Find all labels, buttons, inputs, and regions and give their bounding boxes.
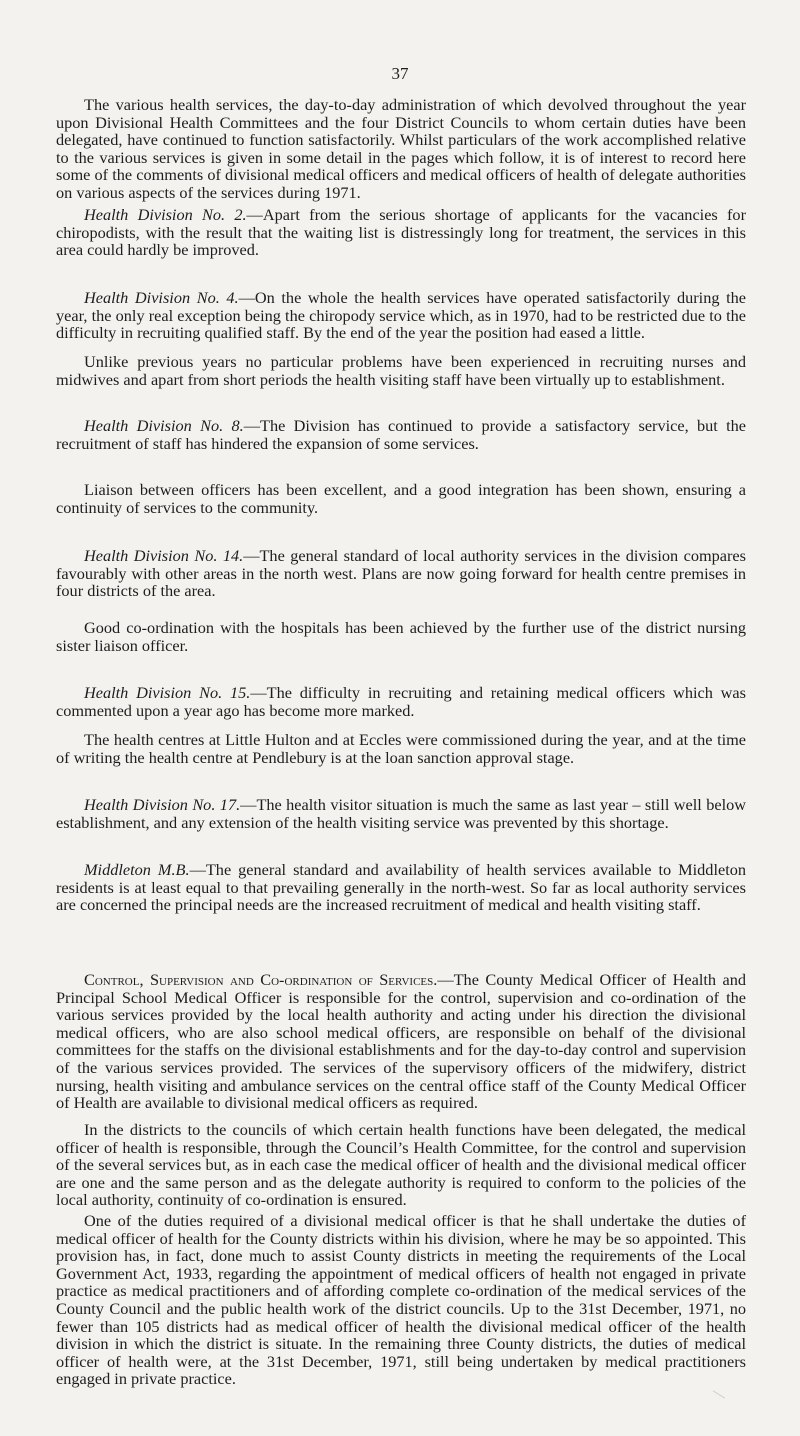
scan-mark	[713, 1390, 725, 1398]
middleton-text: —The general standard and availability of health services available to Middleton residents is at least equal to that prevailing generally in the north-west. So far as local authority services are concerned the principal needs are the increased recruitment of medical and health visiting staff.	[56, 860, 746, 915]
division-14-heading: Health Division No. 14.	[84, 546, 244, 565]
control-heading: Control, Supervision and Co-ordination of Services.	[84, 970, 438, 989]
division-4-section	[56, 289, 746, 342]
division-4-paragraph-2	[56, 353, 746, 388]
division-17-text: —The health visitor situation is much the same as last year – still well below establishment, and any extension of the health visiting service was prevented by this shortage.	[56, 795, 746, 832]
middleton-section	[56, 861, 746, 914]
division-2-heading: Health Division No. 2.	[84, 205, 247, 224]
division-4-text: —On the whole the health services have operated satisfactorily during the year, the only real exception being the chiropody service which, as in 1970, had to be restricted due to the difficulty in recruiting qualified staff. By the end of the year the position had eased a little.	[56, 288, 746, 343]
middleton-heading: Middleton M.B.	[84, 860, 190, 879]
division-8-heading: Health Division No. 8.	[84, 416, 244, 435]
intro-text: The various health services, the day-to-day administration of which devolved throughout the year upon Divisional Health Committees and the four District Councils to whom certain duties have been delegated, have continued to function satisfactorily. Whilst particulars of the work accomplished relative to the various services is given in some detail in the pages which follow, it is of interest to record here some of the comments of divisional medical officers and medical officers of health of delegate authorities on various aspects of the services during 1971.	[56, 95, 746, 202]
control-section	[56, 971, 746, 1112]
division-14-section	[56, 547, 746, 600]
control-text: —The County Medical Officer of Health and Principal School Medical Officer is responsible for the control, supervision and co-ordination of the various services provided by the local health authority and acting under his direction the divisional medical officers, who are also school medical officers, are responsible on behalf of the divisional committees for the staffs on the divisional establishments and for the day-to-day control and supervision of the various services provided. The services of the supervisory officers of the midwifery, district nursing, health visiting and ambulance services on the central office staff of the County Medical Officer of Health are available to divisional medical officers as required.	[56, 970, 747, 1113]
control-paragraph-3	[56, 1212, 746, 1388]
division-17-heading: Health Division No. 17.	[84, 795, 241, 814]
division-2-text: —Apart from the serious shortage of applicants for the vacancies for chiropodists, with the result that the waiting list is distressingly long for treatment, the services in this area could hardly be improved.	[56, 205, 746, 260]
division-8-text: —The Division has continued to provide a satisfactory service, but the recruitment of staff has hindered the expansion of some services.	[56, 416, 746, 453]
control-text-3: One of the duties required of a divisional medical officer is that he shall undertake the duties of medical officer of health for the County districts within his division, where he may be so appointed. This provision has, in fact, done much to assist County districts in meeting the requirements of the Local Government Act, 1933, regarding the appointment of medical officers of health not engaged in private practice as medical practitioners and of affording complete co-ordination of the medical services of the County Council and the public health work of the district councils. Up to the 31st December, 1971, no fewer than 105 districts had as medical officer of health the divisional medical officer of the health division in which the district is situate. In the remaining three County districts, the duties of medical officer of health were, at the 31st December, 1971, still being undertaken by medical practitioners engaged in private practice.	[56, 1211, 746, 1389]
division-4-text-2: Unlike previous years no particular problems have been experienced in recruiting nurses and midwives and apart from short periods the health visiting staff have been virtually up to establishment.	[56, 352, 746, 389]
division-4-heading: Health Division No. 4.	[84, 288, 239, 307]
division-14-text: —The general standard of local authority services in the division compares favourably with other areas in the north west. Plans are now going forward for health centre premises in four districts of the area.	[56, 546, 746, 601]
division-17-section	[56, 796, 746, 831]
control-paragraph-2	[56, 1121, 746, 1209]
division-15-text: —The difficulty in recruiting and retaining medical officers which was commented upon a year ago has become more marked.	[56, 683, 746, 720]
division-15-text-2: The health centres at Little Hulton and at Eccles were commissioned during the year, and at the time of writing the health centre at Pendlebury is at the loan sanction approval stage.	[56, 730, 746, 767]
division-2-section	[56, 206, 746, 259]
division-14-paragraph-2	[56, 619, 746, 654]
division-8-text-2: Liaison between officers has been excellent, and a good integration has been shown, ensuring a continuity of services to the community.	[56, 480, 746, 517]
division-8-section	[56, 417, 746, 452]
division-14-text-2: Good co-ordination with the hospitals has been achieved by the further use of the district nursing sister liaison officer.	[56, 618, 746, 655]
division-15-paragraph-2	[56, 731, 746, 766]
division-15-section	[56, 684, 746, 719]
division-15-heading: Health Division No. 15.	[84, 683, 251, 702]
intro-paragraph	[56, 96, 746, 202]
division-8-paragraph-2	[56, 481, 746, 516]
page-number: 37	[391, 64, 409, 83]
control-text-2: In the districts to the councils of which certain health functions have been delegated, the medical officer of health is responsible, through the Council’s Health Committee, for the control and supervision of the several services but, as in each case the medical officer of health and the divisional medical officer are one and the same person and as the delegate authority is required to conform to the policies of the local authority, continuity of co-ordination is ensured.	[56, 1120, 746, 1210]
